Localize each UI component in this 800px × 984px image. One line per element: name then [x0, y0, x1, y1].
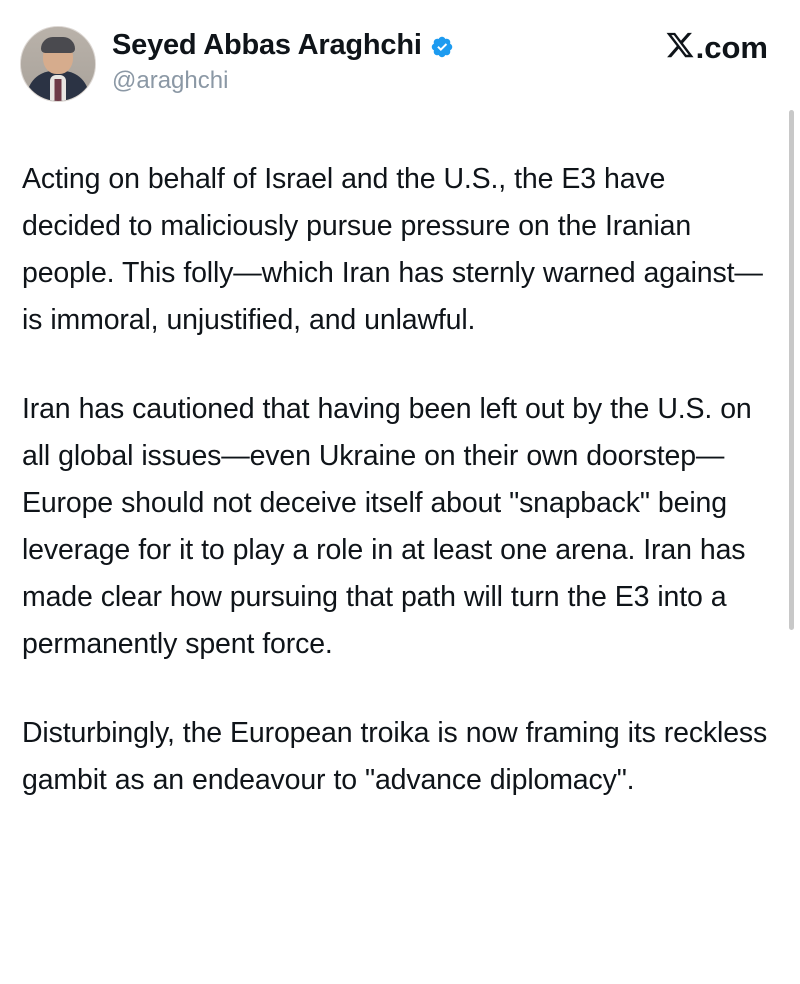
avatar-tie — [55, 79, 62, 101]
tweet-paragraph: Iran has cautioned that having been left out by the U.S. on all global issues—even Ukraine on their own doorstep—Europe should not deceive itself about "snapback" being leverage for it to play a role in at least one arena. Iran has made clear how pursuing that path will turn the E3 into a permanently spent force. — [22, 393, 752, 660]
scrollbar[interactable] — [789, 110, 794, 630]
x-com-watermark — [665, 30, 768, 66]
account-names — [112, 24, 454, 96]
avatar-image[interactable] — [20, 26, 96, 102]
tweet-paragraph: Acting on behalf of Israel and the U.S., the E3 have decided to maliciously pursue pressure on the Iranian people. This folly—which Iran has sternly warned against—is immoral, unjustified, and unlawful. — [22, 163, 763, 336]
display-name[interactable]: Seyed Abbas Araghchi — [112, 29, 422, 61]
brand-suffix: .com — [695, 30, 768, 65]
avatar-hair — [41, 37, 75, 53]
tweet-text — [20, 120, 770, 804]
tweet-paragraph: Disturbingly, the European troika is now framing its reckless gambit as an endeavour to "advance diplomacy". — [22, 717, 768, 796]
verified-badge-icon — [430, 35, 454, 59]
account-handle[interactable]: @araghchi — [112, 66, 229, 94]
display-name-row — [112, 30, 454, 62]
x-logo-icon — [665, 30, 695, 66]
tweet-header — [20, 20, 770, 120]
avatar[interactable] — [20, 26, 96, 102]
